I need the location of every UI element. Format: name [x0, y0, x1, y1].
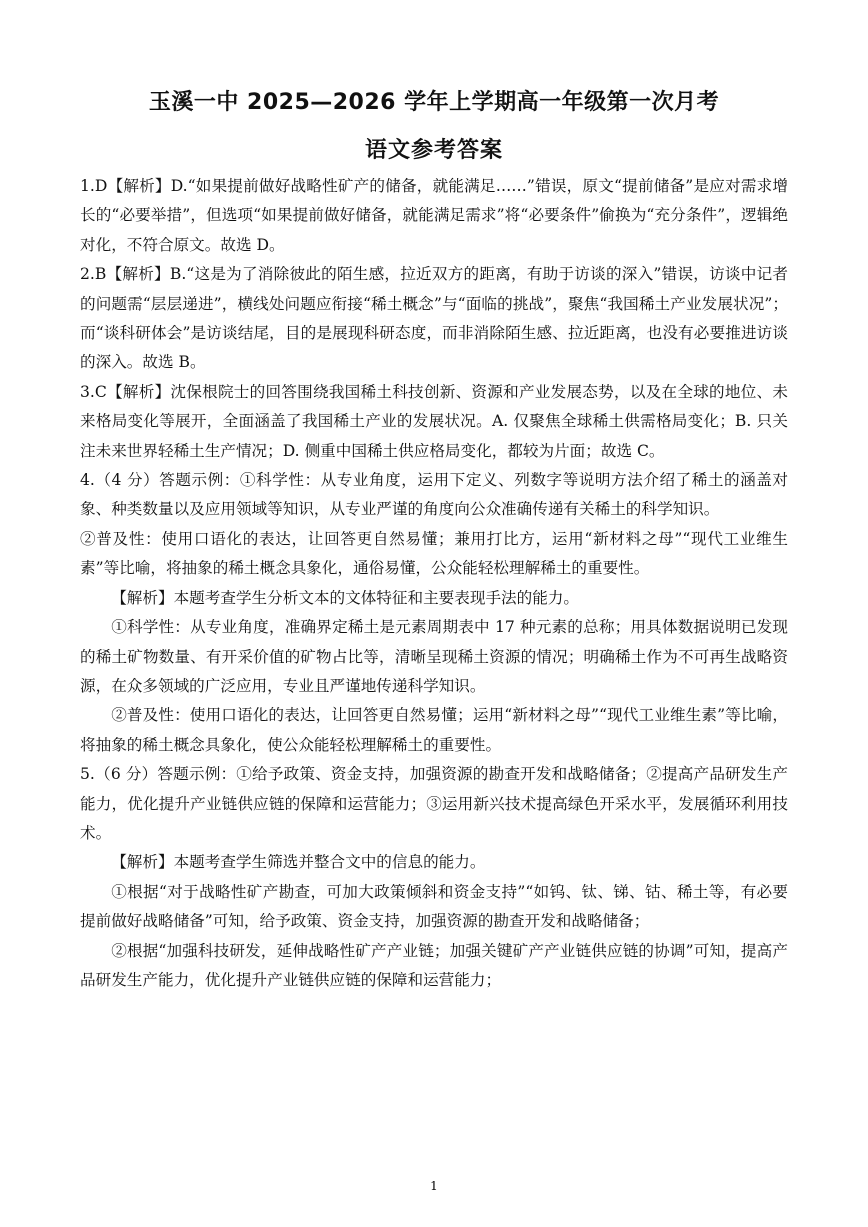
paragraph-q5-analysis-1: ①根据“对于战略性矿产勘查，可加大政策倾斜和资金支持”“如钨、钛、锑、钴、稀土等，有必要提前做好战略储备”可知，给予政策、资金支持，加强资源的勘查开发和战略储备；: [80, 882, 788, 931]
paragraph-q4-point2: ②普及性：使用口语化的表达，让回答更自然易懂；兼用打比方，运用“新材料之母”“现代工业维生素”等比喻，将抽象的稀土概念具象化，通俗易懂，公众能轻松理解稀土的重要性。: [80, 529, 788, 578]
paragraph-q4-analysis-1: ①科学性：从专业角度，准确界定稀土是元素周期表中 17 种元素的总称；用具体数据说明已发现的稀土矿物数量、有开采价值的矿物占比等，清晰呈现稀土资源的情况；明确稀土作为不可再生战略资源，在众多领域的广泛应用，专业且严谨地传递科学知识。: [80, 618, 788, 695]
paragraph-q5-analysis-2: ②根据“加强科技研发，延伸战略性矿产产业链；加强关键矿产产业链供应链的协调”可知，提高产品研发生产能力，优化提升产业链供应链的保障和运营能力；: [80, 941, 788, 989]
answer-body: [80, 172, 788, 995]
paragraph-q5-analysis: 【解析】本题考查学生筛选并整合文中的信息的能力。: [111, 853, 486, 872]
paragraph-q4-analysis: 【解析】本题考查学生分析文本的文体特征和主要表现手法的能力。: [111, 588, 580, 607]
paragraph-q4-analysis-2: ②普及性：使用口语化的表达，让回答更自然易懂；运用“新材料之母”“现代工业维生素”等比喻，将抽象的稀土概念具象化，使公众能轻松理解稀土的重要性。: [80, 706, 788, 754]
page-subtitle: 语文参考答案: [364, 138, 503, 163]
page-number: 1: [430, 1179, 438, 1193]
paragraph-q5: 5.（6 分）答题示例：①给予政策、资金支持，加强资源的勘查开发和战略储备；②提高产品研发生产能力，优化提升产业链供应链的保障和运营能力；③运用新兴技术提高绿色开采水平，发展循环利用技术。: [80, 765, 788, 842]
page-title: 玉溪一中 2025—2026 学年上学期高一年级第一次月考: [148, 90, 720, 115]
paragraph-q2: 2.B【解析】B.“这是为了消除彼此的陌生感，拉近双方的距离，有助于访谈的深入”错误，访谈中记者的问题需“层层递进”，横线处问题应衔接“稀土概念”与“面临的挑战”，聚焦“我国稀土产业发展状况”；而“谈科研体会”是访谈结尾，目的是展现科研态度，而非消除陌生感、拉近距离，也没有必要推进访谈的深入。故选 B。: [80, 265, 788, 372]
paragraph-q4-point1: 4.（4 分）答题示例：①科学性：从专业角度，运用下定义、列数字等说明方法介绍了稀土的涵盖对象、种类数量以及应用领域等知识，从专业严谨的角度向公众准确传递有关稀土的科学知识。: [80, 471, 788, 519]
paragraph-q1: 1.D【解析】D.“如果提前做好战略性矿产的储备，就能满足……”错误，原文“提前储备”是应对需求增长的“必要举措”，但选项“如果提前做好储备，就能满足需求”将“必要条件”偷换为“充分条件”，逻辑绝对化，不符合原文。故选 D。: [80, 177, 788, 254]
paragraph-q3: 3.C【解析】沈保根院士的回答围绕我国稀土科技创新、资源和产业发展态势，以及在全球的地位、未来格局变化等展开，全面涵盖了我国稀土产业的发展状况。A. 仅聚焦全球稀土供需格局变化；B. 只关注未来世界轻稀土生产情况；D. 侧重中国稀土供应格局变化，都较为片面；故选 C。: [80, 382, 788, 460]
